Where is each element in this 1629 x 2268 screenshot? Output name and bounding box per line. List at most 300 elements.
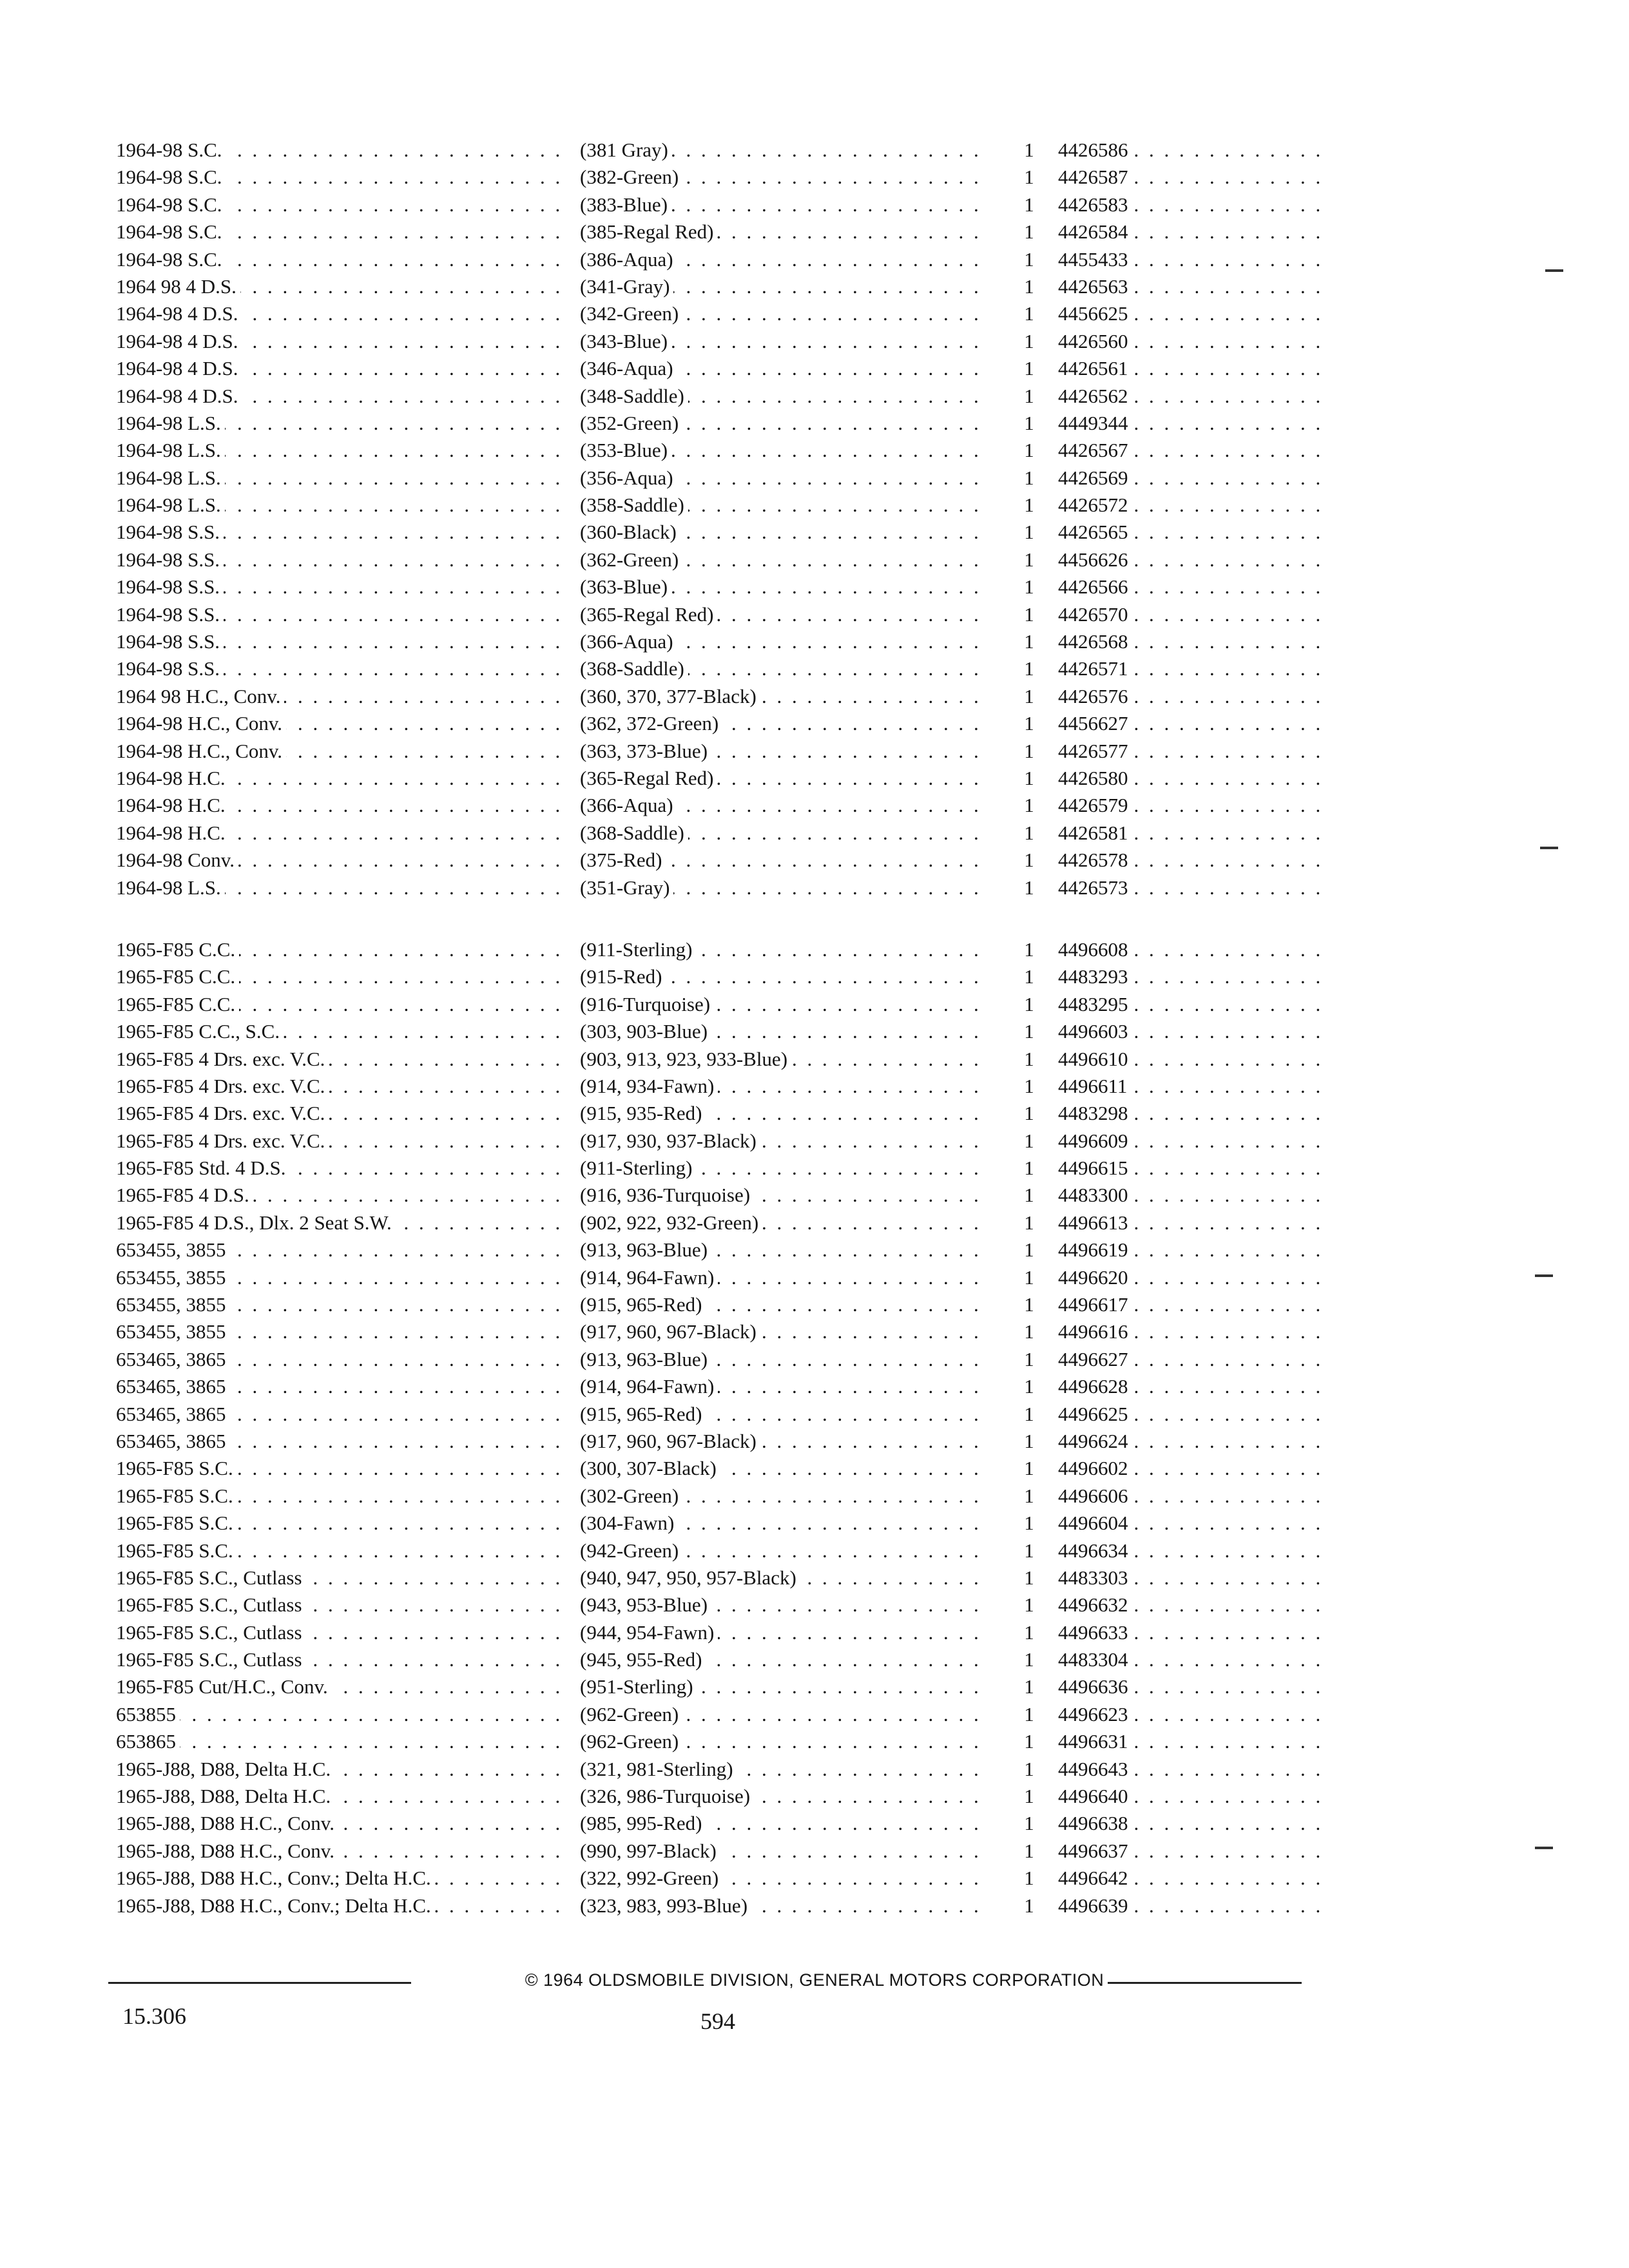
trim-color: (326, 986-Turquoise) . . . xyxy=(580,1783,979,1810)
model-description: 1965-F85 S.C., Cutlass . . . xyxy=(116,1564,567,1591)
model-description: 1964-98 H.C., Conv. . . . xyxy=(116,738,567,765)
quantity: 1 xyxy=(1018,1401,1044,1428)
part-number: 4496611 . . . xyxy=(1058,1073,1329,1100)
trim-color: (917, 960, 967-Black) . . . xyxy=(580,1428,979,1455)
table-row xyxy=(116,1182,1334,1209)
margin-mark xyxy=(1535,1847,1553,1849)
trim-color: (381 Gray) . . . xyxy=(580,137,979,164)
quantity: 1 xyxy=(1018,601,1044,628)
part-number: 4483304 . . . xyxy=(1058,1646,1329,1673)
model-description: 1965-J88, D88 H.C., Conv.; Delta H.C. . . . xyxy=(116,1892,567,1919)
quantity: 1 xyxy=(1018,820,1044,847)
part-number: 4496640 . . . xyxy=(1058,1783,1329,1810)
model-description: 1965-F85 S.C., Cutlass . . . xyxy=(116,1591,567,1619)
quantity: 1 xyxy=(1018,1783,1044,1810)
table-row xyxy=(116,1483,1334,1510)
model-description: 1965-F85 4 Drs. exc. V.C. . . . xyxy=(116,1073,567,1100)
model-description: 653865 . . . xyxy=(116,1728,567,1755)
margin-mark xyxy=(1545,269,1563,272)
trim-color: (942-Green) . . . xyxy=(580,1537,979,1564)
part-number: 4483300 . . . xyxy=(1058,1182,1329,1209)
part-number: 4426567 . . . xyxy=(1058,437,1329,464)
trim-color: (990, 997-Black) . . . xyxy=(580,1838,979,1865)
model-description: 1964-98 S.C. . . . xyxy=(116,246,567,273)
quantity: 1 xyxy=(1018,1128,1044,1155)
model-description: 653455, 3855 . . . xyxy=(116,1291,567,1318)
trim-color: (903, 913, 923, 933-Blue) . . . xyxy=(580,1046,979,1073)
model-description: 1964-98 4 D.S. . . . xyxy=(116,355,567,382)
model-description: 1964-98 H.C. . . . xyxy=(116,792,567,819)
quantity: 1 xyxy=(1018,936,1044,963)
trim-color: (358-Saddle) . . . xyxy=(580,492,979,519)
model-description: 1964-98 S.S. . . . xyxy=(116,628,567,655)
part-number: 4483295 . . . xyxy=(1058,991,1329,1018)
trim-color: (944, 954-Fawn) . . . xyxy=(580,1619,979,1646)
model-description: 1965-F85 S.C. . . . xyxy=(116,1537,567,1564)
table-row xyxy=(116,246,1334,273)
parts-table xyxy=(116,137,1334,1919)
trim-color: (915, 965-Red) . . . xyxy=(580,1401,979,1428)
table-row xyxy=(116,792,1334,819)
quantity: 1 xyxy=(1018,1510,1044,1537)
trim-color: (300, 307-Black) . . . xyxy=(580,1455,979,1482)
quantity: 1 xyxy=(1018,1564,1044,1591)
quantity: 1 xyxy=(1018,1073,1044,1100)
table-row xyxy=(116,1537,1334,1564)
quantity: 1 xyxy=(1018,991,1044,1018)
table-row xyxy=(116,655,1334,682)
part-number: 4426570 . . . xyxy=(1058,601,1329,628)
table-row xyxy=(116,1128,1334,1155)
model-description: 1965-F85 C.C. . . . xyxy=(116,963,567,990)
part-number: 4455433 . . . xyxy=(1058,246,1329,273)
quantity: 1 xyxy=(1018,683,1044,710)
part-number: 4496628 . . . xyxy=(1058,1373,1329,1400)
part-number: 4496627 . . . xyxy=(1058,1346,1329,1373)
table-row xyxy=(116,1209,1334,1236)
table-row xyxy=(116,936,1334,963)
quantity: 1 xyxy=(1018,1838,1044,1865)
quantity: 1 xyxy=(1018,1264,1044,1291)
model-description: 1965-J88, D88, Delta H.C. . . . xyxy=(116,1756,567,1783)
quantity: 1 xyxy=(1018,1810,1044,1837)
table-row xyxy=(116,383,1334,410)
part-number: 4496610 . . . xyxy=(1058,1046,1329,1073)
quantity: 1 xyxy=(1018,410,1044,437)
table-row xyxy=(116,328,1334,355)
trim-color: (914, 934-Fawn) . . . xyxy=(580,1073,979,1100)
model-description: 1964-98 L.S. . . . xyxy=(116,492,567,519)
model-description: 1964-98 S.S. . . . xyxy=(116,573,567,601)
part-number: 4426584 . . . xyxy=(1058,218,1329,245)
quantity: 1 xyxy=(1018,1291,1044,1318)
table-row xyxy=(116,1073,1334,1100)
quantity: 1 xyxy=(1018,655,1044,682)
part-number: 4426579 . . . xyxy=(1058,792,1329,819)
quantity: 1 xyxy=(1018,383,1044,410)
part-number: 4496608 . . . xyxy=(1058,936,1329,963)
quantity: 1 xyxy=(1018,519,1044,546)
table-row xyxy=(116,191,1334,218)
model-description: 1965-F85 Std. 4 D.S. . . . xyxy=(116,1155,567,1182)
trim-color: (917, 930, 937-Black) . . . xyxy=(580,1128,979,1155)
quantity: 1 xyxy=(1018,1428,1044,1455)
trim-color: (356-Aqua) . . . xyxy=(580,465,979,492)
part-number: 4426577 . . . xyxy=(1058,738,1329,765)
part-number: 4496624 . . . xyxy=(1058,1428,1329,1455)
section-number: 15.306 xyxy=(122,2003,186,2029)
margin-mark xyxy=(1535,1274,1553,1277)
table-row xyxy=(116,738,1334,765)
model-description: 1965-F85 S.C., Cutlass . . . xyxy=(116,1646,567,1673)
part-number: 4496620 . . . xyxy=(1058,1264,1329,1291)
model-description: 1965-F85 S.C., Cutlass . . . xyxy=(116,1619,567,1646)
trim-color: (911-Sterling) . . . xyxy=(580,936,979,963)
quantity: 1 xyxy=(1018,1346,1044,1373)
model-description: 1965-J88, D88 H.C., Conv.; Delta H.C. . . . xyxy=(116,1865,567,1892)
table-row xyxy=(116,273,1334,300)
part-number: 4496615 . . . xyxy=(1058,1155,1329,1182)
trim-color: (363-Blue) . . . xyxy=(580,573,979,601)
part-number: 4426580 . . . xyxy=(1058,765,1329,792)
trim-color: (321, 981-Sterling) . . . xyxy=(580,1756,979,1783)
table-row xyxy=(116,1455,1334,1482)
quantity: 1 xyxy=(1018,847,1044,874)
table-row xyxy=(116,1046,1334,1073)
part-number: 4496631 . . . xyxy=(1058,1728,1329,1755)
quantity: 1 xyxy=(1018,164,1044,191)
table-row xyxy=(116,991,1334,1018)
part-number: 4496604 . . . xyxy=(1058,1510,1329,1537)
model-description: 1965-F85 C.C. . . . xyxy=(116,991,567,1018)
quantity: 1 xyxy=(1018,1455,1044,1482)
trim-color: (362-Green) . . . xyxy=(580,546,979,573)
trim-color: (914, 964-Fawn) . . . xyxy=(580,1373,979,1400)
quantity: 1 xyxy=(1018,273,1044,300)
quantity: 1 xyxy=(1018,1318,1044,1345)
model-description: 1964-98 H.C. . . . xyxy=(116,820,567,847)
model-description: 1964-98 S.C. . . . xyxy=(116,218,567,245)
trim-color: (913, 963-Blue) . . . xyxy=(580,1346,979,1373)
table-row xyxy=(116,1291,1334,1318)
margin-mark xyxy=(1540,847,1558,849)
table-row xyxy=(116,1673,1334,1700)
quantity: 1 xyxy=(1018,765,1044,792)
part-number: 4496619 . . . xyxy=(1058,1236,1329,1264)
quantity: 1 xyxy=(1018,792,1044,819)
table-row xyxy=(116,1591,1334,1619)
part-number: 4456626 . . . xyxy=(1058,546,1329,573)
table-row xyxy=(116,1373,1334,1400)
trim-color: (985, 995-Red) . . . xyxy=(580,1810,979,1837)
part-number: 4426587 . . . xyxy=(1058,164,1329,191)
quantity: 1 xyxy=(1018,137,1044,164)
trim-color: (951-Sterling) . . . xyxy=(580,1673,979,1700)
quantity: 1 xyxy=(1018,1728,1044,1755)
model-description: 1965-F85 C.C., S.C. . . . xyxy=(116,1018,567,1045)
quantity: 1 xyxy=(1018,437,1044,464)
model-description: 1964-98 L.S. . . . xyxy=(116,410,567,437)
part-number: 4496623 . . . xyxy=(1058,1701,1329,1728)
quantity: 1 xyxy=(1018,1892,1044,1919)
model-description: 653465, 3865 . . . xyxy=(116,1401,567,1428)
quantity: 1 xyxy=(1018,246,1044,273)
table-row xyxy=(116,628,1334,655)
quantity: 1 xyxy=(1018,465,1044,492)
trim-color: (916-Turquoise) . . . xyxy=(580,991,979,1018)
trim-color: (362, 372-Green) . . . xyxy=(580,710,979,737)
page-number: 594 xyxy=(700,2008,735,2034)
table-row xyxy=(116,1810,1334,1837)
quantity: 1 xyxy=(1018,1701,1044,1728)
model-description: 1964-98 4 D.S. . . . xyxy=(116,383,567,410)
trim-color: (365-Regal Red) . . . xyxy=(580,765,979,792)
table-row xyxy=(116,1018,1334,1045)
trim-color: (913, 963-Blue) . . . xyxy=(580,1236,979,1264)
model-description: 1964-98 S.S. . . . xyxy=(116,519,567,546)
model-description: 1965-F85 4 Drs. exc. V.C. . . . xyxy=(116,1100,567,1127)
table-row xyxy=(116,546,1334,573)
model-description: 1964-98 4 D.S. . . . xyxy=(116,300,567,327)
part-number: 4426586 . . . xyxy=(1058,137,1329,164)
model-description: 1964-98 L.S. . . . xyxy=(116,465,567,492)
quantity: 1 xyxy=(1018,1537,1044,1564)
table-row xyxy=(116,1236,1334,1264)
quantity: 1 xyxy=(1018,218,1044,245)
part-number: 4426571 . . . xyxy=(1058,655,1329,682)
table-row xyxy=(116,1318,1334,1345)
part-number: 4426568 . . . xyxy=(1058,628,1329,655)
quantity: 1 xyxy=(1018,1046,1044,1073)
part-number: 4496642 . . . xyxy=(1058,1865,1329,1892)
part-number: 4426583 . . . xyxy=(1058,191,1329,218)
trim-color: (304-Fawn) . . . xyxy=(580,1510,979,1537)
quantity: 1 xyxy=(1018,710,1044,737)
trim-color: (368-Saddle) . . . xyxy=(580,655,979,682)
part-number: 4456627 . . . xyxy=(1058,710,1329,737)
part-number: 4426569 . . . xyxy=(1058,465,1329,492)
table-row xyxy=(116,410,1334,437)
table-row xyxy=(116,492,1334,519)
table-row xyxy=(116,765,1334,792)
trim-color: (343-Blue) . . . xyxy=(580,328,979,355)
table-row xyxy=(116,1428,1334,1455)
table-row xyxy=(116,963,1334,990)
quantity: 1 xyxy=(1018,1373,1044,1400)
model-description: 1964-98 H.C. . . . xyxy=(116,765,567,792)
model-description: 1965-F85 4 D.S. . . . xyxy=(116,1182,567,1209)
table-row xyxy=(116,874,1334,901)
table-row xyxy=(116,1701,1334,1728)
model-description: 1964-98 4 D.S. . . . xyxy=(116,328,567,355)
part-number: 4496638 . . . xyxy=(1058,1810,1329,1837)
part-number: 4496606 . . . xyxy=(1058,1483,1329,1510)
part-number: 4496639 . . . xyxy=(1058,1892,1329,1919)
table-row xyxy=(116,820,1334,847)
trim-color: (363, 373-Blue) . . . xyxy=(580,738,979,765)
part-number: 4496637 . . . xyxy=(1058,1838,1329,1865)
model-description: 1965-F85 4 D.S., Dlx. 2 Seat S.W. . . . xyxy=(116,1209,567,1236)
part-number: 4426562 . . . xyxy=(1058,383,1329,410)
part-number: 4496632 . . . xyxy=(1058,1591,1329,1619)
trim-color: (348-Saddle) . . . xyxy=(580,383,979,410)
model-description: 1964-98 S.S. . . . xyxy=(116,655,567,682)
part-number: 4496609 . . . xyxy=(1058,1128,1329,1155)
quantity: 1 xyxy=(1018,492,1044,519)
quantity: 1 xyxy=(1018,1756,1044,1783)
part-number: 4483298 . . . xyxy=(1058,1100,1329,1127)
copyright-notice: © 1964 OLDSMOBILE DIVISION, GENERAL MOTORS CORPORATION xyxy=(0,1970,1629,1990)
table-row xyxy=(116,1264,1334,1291)
model-description: 1964-98 L.S. . . . xyxy=(116,437,567,464)
trim-color: (346-Aqua) . . . xyxy=(580,355,979,382)
quantity: 1 xyxy=(1018,1646,1044,1673)
trim-color: (342-Green) . . . xyxy=(580,300,979,327)
trim-color: (353-Blue) . . . xyxy=(580,437,979,464)
trim-color: (902, 922, 932-Green) . . . xyxy=(580,1209,979,1236)
part-number: 4426563 . . . xyxy=(1058,273,1329,300)
table-row xyxy=(116,437,1334,464)
model-description: 1964-98 S.C. . . . xyxy=(116,191,567,218)
part-number: 4426560 . . . xyxy=(1058,328,1329,355)
trim-color: (962-Green) . . . xyxy=(580,1701,979,1728)
trim-color: (365-Regal Red) . . . xyxy=(580,601,979,628)
quantity: 1 xyxy=(1018,963,1044,990)
quantity: 1 xyxy=(1018,738,1044,765)
quantity: 1 xyxy=(1018,328,1044,355)
model-description: 1965-F85 4 Drs. exc. V.C. . . . xyxy=(116,1128,567,1155)
part-number: 4496603 . . . xyxy=(1058,1018,1329,1045)
model-description: 653455, 3855 . . . xyxy=(116,1236,567,1264)
table-row xyxy=(116,465,1334,492)
quantity: 1 xyxy=(1018,1591,1044,1619)
quantity: 1 xyxy=(1018,1155,1044,1182)
model-description: 1964 98 4 D.S. . . . xyxy=(116,273,567,300)
table-row xyxy=(116,1619,1334,1646)
part-number: 4496625 . . . xyxy=(1058,1401,1329,1428)
table-row xyxy=(116,1728,1334,1755)
quantity: 1 xyxy=(1018,573,1044,601)
model-description: 1965-J88, D88 H.C., Conv. . . . xyxy=(116,1838,567,1865)
table-row xyxy=(116,218,1334,245)
trim-color: (302-Green) . . . xyxy=(580,1483,979,1510)
table-row xyxy=(116,1756,1334,1783)
table-row xyxy=(116,573,1334,601)
trim-color: (303, 903-Blue) . . . xyxy=(580,1018,979,1045)
table-row xyxy=(116,683,1334,710)
quantity: 1 xyxy=(1018,1182,1044,1209)
part-number: 4449344 . . . xyxy=(1058,410,1329,437)
part-number: 4496616 . . . xyxy=(1058,1318,1329,1345)
trim-color: (943, 953-Blue) . . . xyxy=(580,1591,979,1619)
model-description: 1964-98 S.C. . . . xyxy=(116,137,567,164)
trim-color: (917, 960, 967-Black) . . . xyxy=(580,1318,979,1345)
trim-color: (916, 936-Turquoise) . . . xyxy=(580,1182,979,1209)
trim-color: (385-Regal Red) . . . xyxy=(580,218,979,245)
trim-color: (375-Red) . . . xyxy=(580,847,979,874)
table-row xyxy=(116,1838,1334,1865)
model-description: 1964-98 Conv. . . . xyxy=(116,847,567,874)
part-number: 4496633 . . . xyxy=(1058,1619,1329,1646)
part-number: 4483293 . . . xyxy=(1058,963,1329,990)
model-description: 1965-F85 S.C. . . . xyxy=(116,1510,567,1537)
quantity: 1 xyxy=(1018,1483,1044,1510)
quantity: 1 xyxy=(1018,1865,1044,1892)
trim-color: (360, 370, 377-Black) . . . xyxy=(580,683,979,710)
part-number: 4426578 . . . xyxy=(1058,847,1329,874)
trim-color: (911-Sterling) . . . xyxy=(580,1155,979,1182)
model-description: 1965-J88, D88 H.C., Conv. . . . xyxy=(116,1810,567,1837)
trim-color: (351-Gray) . . . xyxy=(580,874,979,901)
table-row xyxy=(116,355,1334,382)
table-row xyxy=(116,1155,1334,1182)
part-number: 4496643 . . . xyxy=(1058,1756,1329,1783)
trim-color: (915, 935-Red) . . . xyxy=(580,1100,979,1127)
model-description: 1964-98 S.C. . . . xyxy=(116,164,567,191)
part-number: 4496636 . . . xyxy=(1058,1673,1329,1700)
quantity: 1 xyxy=(1018,1673,1044,1700)
quantity: 1 xyxy=(1018,300,1044,327)
trim-color: (360-Black) . . . xyxy=(580,519,979,546)
part-number: 4496602 . . . xyxy=(1058,1455,1329,1482)
table-row xyxy=(116,1100,1334,1127)
quantity: 1 xyxy=(1018,1100,1044,1127)
part-number: 4426572 . . . xyxy=(1058,492,1329,519)
trim-color: (368-Saddle) . . . xyxy=(580,820,979,847)
model-description: 1964-98 S.S. . . . xyxy=(116,546,567,573)
table-row xyxy=(116,164,1334,191)
model-description: 653855 . . . xyxy=(116,1701,567,1728)
table-row xyxy=(116,601,1334,628)
quantity: 1 xyxy=(1018,628,1044,655)
trim-color: (382-Green) . . . xyxy=(580,164,979,191)
trim-color: (341-Gray) . . . xyxy=(580,273,979,300)
part-number: 4496617 . . . xyxy=(1058,1291,1329,1318)
quantity: 1 xyxy=(1018,1018,1044,1045)
quantity: 1 xyxy=(1018,1209,1044,1236)
model-description: 1965-F85 4 Drs. exc. V.C. . . . xyxy=(116,1046,567,1073)
model-description: 653455, 3855 . . . xyxy=(116,1264,567,1291)
quantity: 1 xyxy=(1018,191,1044,218)
table-row xyxy=(116,519,1334,546)
model-description: 653465, 3865 . . . xyxy=(116,1373,567,1400)
model-description: 1964-98 H.C., Conv. . . . xyxy=(116,710,567,737)
part-number: 4426566 . . . xyxy=(1058,573,1329,601)
quantity: 1 xyxy=(1018,1236,1044,1264)
table-row xyxy=(116,1510,1334,1537)
part-number: 4496634 . . . xyxy=(1058,1537,1329,1564)
part-number: 4426573 . . . xyxy=(1058,874,1329,901)
trim-color: (366-Aqua) . . . xyxy=(580,792,979,819)
part-number: 4496613 . . . xyxy=(1058,1209,1329,1236)
model-description: 1965-F85 C.C. . . . xyxy=(116,936,567,963)
table-row xyxy=(116,1346,1334,1373)
part-number: 4426576 . . . xyxy=(1058,683,1329,710)
table-row xyxy=(116,1783,1334,1810)
model-description: 1964 98 H.C., Conv. . . . xyxy=(116,683,567,710)
model-description: 1965-F85 Cut/H.C., Conv. . . . xyxy=(116,1673,567,1700)
table-row xyxy=(116,1865,1334,1892)
model-description: 1965-F85 S.C. . . . xyxy=(116,1455,567,1482)
trim-color: (383-Blue) . . . xyxy=(580,191,979,218)
trim-color: (366-Aqua) . . . xyxy=(580,628,979,655)
model-description: 1964-98 L.S. . . . xyxy=(116,874,567,901)
trim-color: (940, 947, 950, 957-Black) . . . xyxy=(580,1564,979,1591)
quantity: 1 xyxy=(1018,874,1044,901)
model-description: 1965-F85 S.C. . . . xyxy=(116,1483,567,1510)
model-description: 653465, 3865 . . . xyxy=(116,1428,567,1455)
trim-color: (915-Red) . . . xyxy=(580,963,979,990)
